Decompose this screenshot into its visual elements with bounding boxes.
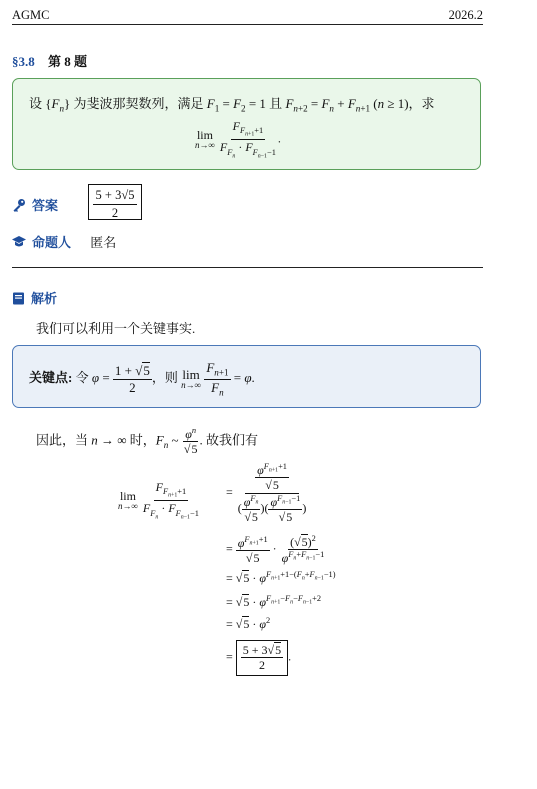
answer-row — [12, 195, 58, 216]
header-right: 2026.2 — [448, 8, 483, 22]
derivation-step-3: = $√5 \cdot \varphi^{F_{n+1}+1-(F_n+F_{n-1}-1)}$ — [226, 570, 336, 585]
answer-denominator: 2 — [111, 206, 119, 220]
limit: lim n→∞ — [195, 128, 215, 151]
derivation-step-5: = $√5 \cdot \varphi^2$ — [226, 616, 271, 631]
answer-numerator: 5 + 3√5 — [93, 188, 137, 205]
derivation-step-6: = $\frac{5 + 3√5}{2}$ . — [226, 640, 291, 676]
author-value: 匿名 — [90, 235, 117, 250]
problem-box — [12, 78, 481, 170]
derivation-step-1: = $\frac{\varphi^{F_{n+1}+1}}{√5}$ ( $\frac{\varphi^{F_n}}{√5}$ )( $\frac{\varphi^{F_{n-1}-1}}{√5}$ ) — [226, 462, 307, 525]
keypoint-text: 关键点: 令 φ = $\frac{1 + √5}{2}$ ，则 lim n→∞ $\frac{F_{n+1}}{F_n}$ = φ. — [29, 360, 255, 398]
analysis-heading — [12, 288, 57, 309]
author-label: 命题人 — [32, 235, 72, 250]
book-icon — [12, 292, 25, 309]
page-header — [12, 6, 483, 25]
derivation-lhs: lim n→∞ $\frac{F_{F_{n+1}+1}}{F_{F_n} \cdot F_{F_{n-1}-1}}$ — [118, 480, 199, 521]
problem-text: 设 $\{F_n\}$ 为斐波那契数列，满足 $F_1 = F_2 = 1$ 且 $F_{n+2} = F_n + F_{n+1}$ (n ≥ 1)，求 — [29, 96, 435, 114]
divider — [12, 267, 483, 268]
graduation-icon — [12, 235, 26, 253]
analysis-label: 解析 — [31, 291, 58, 306]
derivation-step-2: = $\frac{\varphi^{F_{n+1}+1}}{√5}$ · $\frac{(√5)^2}{\varphi^{F_n+F_{n-1}-1}}$ — [226, 534, 325, 566]
problem-fraction: $\frac{F_{F_{n+1}+1}}{F_{F_n} \cdot F_{F_{n-1}-1}}$ — [219, 119, 276, 160]
since-text: 因此，当 n → ∞ 时，$F_n$ ~ $\frac{\varphi^n}{√5}$ . 故我们有 — [36, 426, 258, 457]
author-row — [12, 232, 116, 253]
section-name: 第 8 题 — [48, 54, 88, 69]
keypoint-label: 关键点: — [29, 369, 73, 385]
answer-box — [88, 184, 142, 220]
keypoint-box — [12, 345, 481, 408]
derivation-step-4: = $√5 \cdot \varphi^{F_{n+1}-F_n-F_{n-1}+2}$ — [226, 594, 322, 609]
section-number: §3.8 — [12, 54, 35, 69]
key-icon — [12, 198, 26, 216]
analysis-intro: 我们可以利用一个关键事实. — [36, 321, 196, 336]
problem-formula: lim n→∞ $\frac{F_{F_{n+1}+1}}{F_{F_n} \cdot F_{F_{n-1}-1}}$ . — [195, 119, 281, 160]
header-left: AGMC — [12, 8, 50, 22]
section-title — [12, 51, 87, 70]
answer-label: 答案 — [32, 198, 59, 213]
